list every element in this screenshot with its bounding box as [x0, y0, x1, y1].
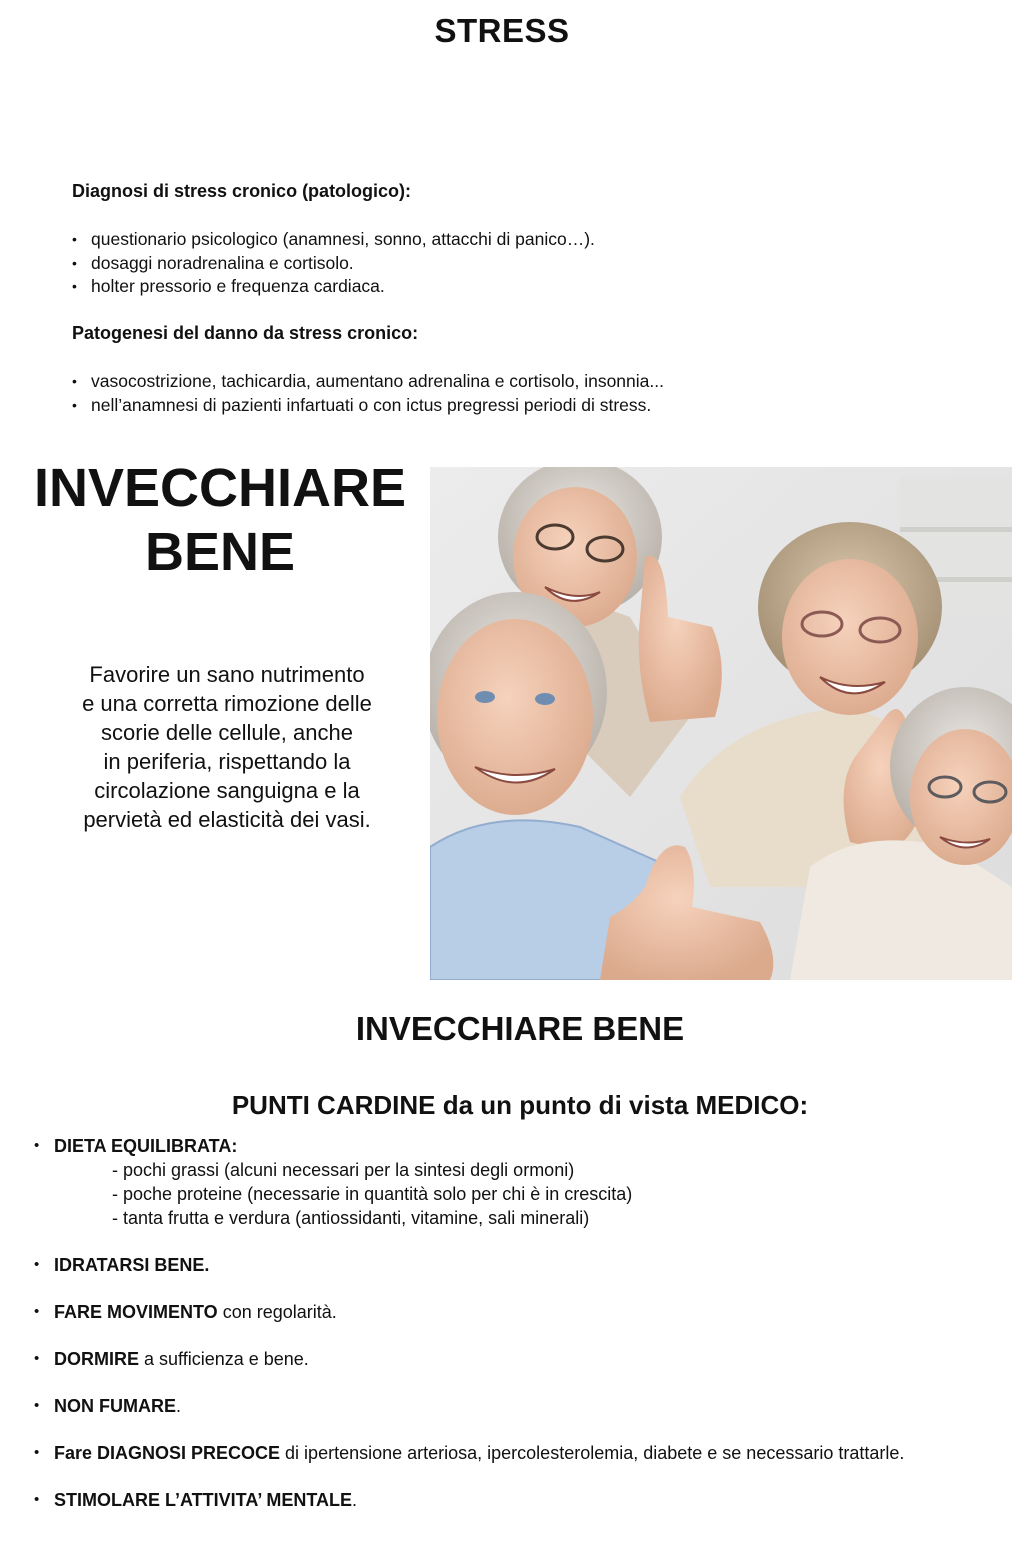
pathogenesis-heading: Patogenesi del danno da stress cronico: [72, 323, 419, 343]
sub-list-item: - pochi grassi (alcuni necessari per la sintesi degli ormoni) [112, 1160, 575, 1180]
section-title-line: BENE [144, 522, 296, 582]
pathogenesis-list [72, 370, 664, 417]
elderly-people-thumbs-up-photo [430, 467, 1012, 980]
list-item [34, 1488, 1014, 1512]
point-bold: DORMIRE [54, 1349, 139, 1369]
section-title [18, 456, 422, 584]
list-item: • dosaggi noradrenalina e cortisolo. [72, 252, 595, 276]
description-line: e una corretta rimozione delle [82, 691, 372, 716]
description-line: scorie delle cellule, anche [101, 720, 353, 745]
list-item: • vasocostrizione, tachicardia, aumentano adrenalina e cortisolo, insonnia... [72, 370, 664, 394]
section-title-line: INVECCHIARE [33, 458, 407, 518]
point-text: a sufficienza e bene. [139, 1349, 309, 1369]
point-bold: FARE MOVIMENTO [54, 1302, 218, 1322]
description-line: circolazione sanguigna e la [94, 778, 360, 803]
diagnosis-list [72, 228, 595, 299]
point-text: di ipertensione arteriosa, ipercolesterolemia, diabete e se necessario trattarle. [280, 1443, 905, 1463]
sub-list-item: - poche proteine (necessarie in quantità solo per chi è in crescita) [112, 1184, 633, 1204]
list-item [34, 1300, 1014, 1324]
diet-sub-list [54, 1158, 1014, 1230]
description-line: pervietà ed elasticità dei vasi. [83, 807, 371, 832]
point-bold: IDRATARSI BENE. [54, 1255, 210, 1275]
diagnosis-heading: Diagnosi di stress cronico (patologico): [72, 181, 412, 201]
point-text: . [176, 1396, 182, 1416]
description-line: in periferia, rispettando la [103, 749, 351, 774]
point-bold: STIMOLARE L’ATTIVITA’ MENTALE [54, 1490, 352, 1510]
list-item [34, 1441, 1014, 1465]
point-bold: Fare DIAGNOSI PRECOCE [54, 1443, 281, 1463]
point-text: con regolarità. [217, 1302, 337, 1322]
list-item: • holter pressorio e frequenza cardiaca. [72, 275, 595, 299]
list-item: • questionario psicologico (anamnesi, sonno, attacchi di panico…). [72, 228, 595, 252]
section-title: INVECCHIARE BENE [355, 1010, 685, 1047]
point-bold: DIETA EQUILIBRATA: [54, 1136, 238, 1156]
list-item [34, 1134, 1014, 1230]
list-item [34, 1253, 1014, 1277]
page-title: STRESS [434, 12, 570, 49]
point-bold: NON FUMARE [54, 1396, 176, 1416]
cardinal-points-list [34, 1134, 1014, 1535]
sub-list-item: - tanta frutta e verdura (antiossidanti, vitamine, sali minerali) [112, 1208, 590, 1228]
list-item [34, 1394, 1014, 1418]
list-item: • nell’anamnesi di pazienti infartuati o con ictus pregressi periodi di stress. [72, 394, 664, 418]
point-text: . [352, 1490, 358, 1510]
list-item [34, 1347, 1014, 1371]
section-subtitle: PUNTI CARDINE da un punto di vista MEDICO: [231, 1090, 809, 1120]
section-description [50, 660, 404, 834]
description-line: Favorire un sano nutrimento [89, 662, 365, 687]
